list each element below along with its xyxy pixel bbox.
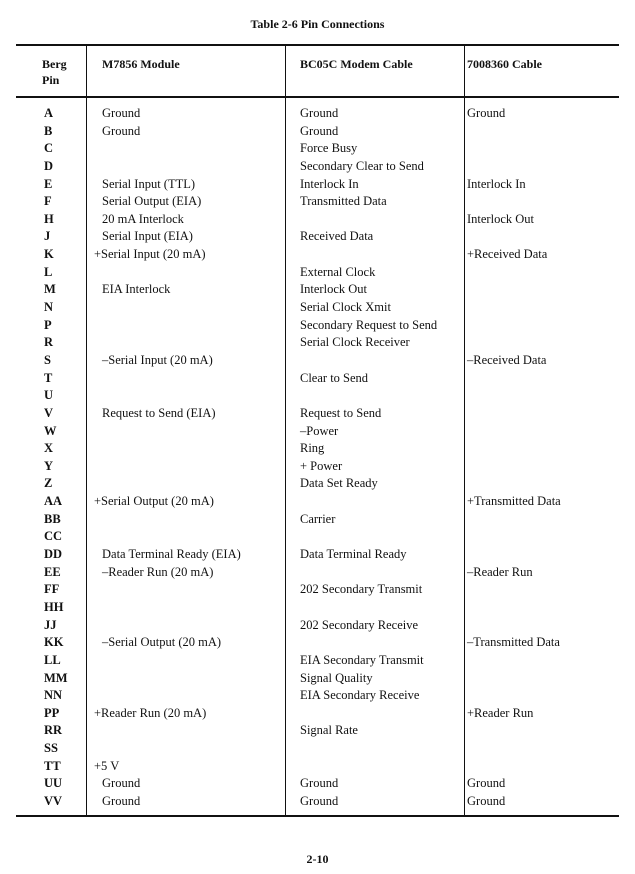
modem-cable-cell: External Clock xyxy=(300,264,376,279)
module-cell: EIA Interlock xyxy=(102,282,171,297)
table-row xyxy=(0,282,635,300)
pin-cell: V xyxy=(44,405,54,420)
modem-cable-cell: + Power xyxy=(300,458,343,473)
module-cell: Serial Output (EIA) xyxy=(102,194,202,209)
modem-cable-cell: Ring xyxy=(300,441,325,456)
cable-cell: –Received Data xyxy=(467,352,547,367)
cable-cell: Ground xyxy=(467,106,506,120)
pin-cell: DD xyxy=(44,547,63,562)
table-row xyxy=(0,547,635,565)
table-row xyxy=(0,353,635,371)
table-row xyxy=(0,229,635,247)
pin-cell: RR xyxy=(44,723,63,738)
module-cell: Ground xyxy=(102,123,141,138)
module-cell: 20 mA Interlock xyxy=(102,211,184,226)
modem-cable-cell: Interlock Out xyxy=(300,282,367,297)
header-bottom-rule xyxy=(16,96,619,98)
modem-cable-cell: Ground xyxy=(300,776,339,791)
pin-cell: UU xyxy=(44,776,63,791)
cable-cell: +Reader Run xyxy=(467,705,534,720)
modem-cable-cell: –Power xyxy=(300,423,339,438)
modem-cable-cell: Serial Clock Xmit xyxy=(300,300,391,315)
modem-cable-cell: 202 Secondary Receive xyxy=(300,617,419,632)
modem-cable-cell: Signal Quality xyxy=(300,670,373,685)
modem-cable-cell: Interlock In xyxy=(300,176,359,191)
module-cell: Request to Send (EIA) xyxy=(102,405,216,420)
pin-cell: T xyxy=(44,370,53,385)
table-row xyxy=(0,476,635,494)
pin-cell: M xyxy=(44,282,56,297)
pin-cell: J xyxy=(44,229,51,244)
table-row xyxy=(0,759,635,777)
pin-cell: HH xyxy=(44,599,64,614)
module-cell: –Reader Run (20 mA) xyxy=(102,564,214,579)
cable-cell: +Received Data xyxy=(467,247,548,262)
pin-cell: KK xyxy=(44,635,64,650)
table-row xyxy=(0,600,635,618)
page-number: 2-10 xyxy=(306,852,329,866)
pin-cell: CC xyxy=(44,529,63,544)
table-row xyxy=(0,265,635,283)
table-row xyxy=(0,106,635,124)
modem-cable-cell: Clear to Send xyxy=(300,370,369,385)
table-row xyxy=(0,671,635,689)
pin-cell: FF xyxy=(44,582,60,597)
modem-cable-cell: Signal Rate xyxy=(300,723,358,738)
pin-cell: Z xyxy=(44,476,53,491)
table-row xyxy=(0,247,635,265)
cable-cell: Ground xyxy=(467,776,506,791)
pin-cell: S xyxy=(44,352,51,367)
cable-cell: –Reader Run xyxy=(467,564,533,579)
pin-cell: VV xyxy=(44,793,63,808)
modem-cable-cell: Secondary Clear to Send xyxy=(300,158,424,173)
module-cell: Data Terminal Ready (EIA) xyxy=(102,547,241,562)
module-cell: +Serial Input (20 mA) xyxy=(94,247,206,262)
table-row xyxy=(0,159,635,177)
table-bottom-rule xyxy=(16,815,619,817)
pin-cell: JJ xyxy=(44,617,57,632)
table-row xyxy=(0,194,635,212)
pin-cell: B xyxy=(44,123,53,138)
pin-cell: C xyxy=(44,141,54,156)
header-7008360-cable: 7008360 Cable xyxy=(467,57,542,71)
modem-cable-cell: Received Data xyxy=(300,229,374,244)
module-cell: –Serial Input (20 mA) xyxy=(102,352,213,367)
pin-cell: H xyxy=(44,211,54,226)
pin-cell: EE xyxy=(44,564,61,579)
table-row xyxy=(0,441,635,459)
pin-table-body xyxy=(0,106,635,812)
modem-cable-cell: Transmitted Data xyxy=(300,194,387,209)
cable-cell: Interlock In xyxy=(467,176,526,191)
pin-cell: X xyxy=(44,441,54,456)
table-row xyxy=(0,618,635,636)
pin-cell: F xyxy=(44,194,52,209)
pin-cell: MM xyxy=(44,670,68,685)
pin-cell: NN xyxy=(44,688,63,703)
table-row xyxy=(0,529,635,547)
table-title: Table 2-6 Pin Connections xyxy=(250,17,385,31)
pin-cell: K xyxy=(44,247,54,262)
modem-cable-cell: Secondary Request to Send xyxy=(300,317,438,332)
table-row xyxy=(0,512,635,530)
header-module: M7856 Module xyxy=(102,57,180,71)
table-row xyxy=(0,565,635,583)
table-row xyxy=(0,300,635,318)
modem-cable-cell: Serial Clock Receiver xyxy=(300,335,410,350)
pin-cell: D xyxy=(44,158,54,173)
table-row xyxy=(0,706,635,724)
table-row xyxy=(0,371,635,389)
pin-cell: W xyxy=(44,423,57,438)
modem-cable-cell: Data Set Ready xyxy=(300,476,378,491)
modem-cable-cell: Ground xyxy=(300,793,339,808)
table-row xyxy=(0,741,635,759)
pin-cell: E xyxy=(44,176,53,191)
modem-cable-cell: Ground xyxy=(300,123,339,138)
module-cell: +5 V xyxy=(94,758,120,773)
table-row xyxy=(0,318,635,336)
pin-cell: L xyxy=(44,264,53,279)
cable-cell: –Transmitted Data xyxy=(467,635,560,650)
cable-cell: Interlock Out xyxy=(467,211,534,226)
module-cell: –Serial Output (20 mA) xyxy=(102,635,222,650)
pin-cell: SS xyxy=(44,741,58,756)
table-row xyxy=(0,776,635,794)
pin-cell: TT xyxy=(44,758,61,773)
modem-cable-cell: Ground xyxy=(300,106,339,120)
pin-cell: BB xyxy=(44,511,61,526)
module-cell: Ground xyxy=(102,793,141,808)
modem-cable-cell: Data Terminal Ready xyxy=(300,547,407,562)
module-cell: Serial Input (TTL) xyxy=(102,176,196,191)
table-row xyxy=(0,494,635,512)
modem-cable-cell: Request to Send xyxy=(300,405,382,420)
table-row xyxy=(0,335,635,353)
modem-cable-cell: 202 Secondary Transmit xyxy=(300,582,423,597)
pin-cell: U xyxy=(44,388,54,403)
cable-cell: +Transmitted Data xyxy=(467,494,561,509)
table-row xyxy=(0,723,635,741)
modem-cable-cell: Carrier xyxy=(300,511,336,526)
pin-cell: N xyxy=(44,300,54,315)
pin-cell: AA xyxy=(44,494,63,509)
header-pin-line1: Berg xyxy=(42,57,67,71)
table-row xyxy=(0,424,635,442)
module-cell: Ground xyxy=(102,776,141,791)
module-cell: +Serial Output (20 mA) xyxy=(94,494,214,509)
table-row xyxy=(0,212,635,230)
header-pin-line2: Pin xyxy=(42,73,60,87)
modem-cable-cell: EIA Secondary Transmit xyxy=(300,652,424,667)
table-row xyxy=(0,688,635,706)
module-cell: Serial Input (EIA) xyxy=(102,229,193,244)
table-row xyxy=(0,582,635,600)
table-top-rule xyxy=(16,44,619,46)
table-row xyxy=(0,406,635,424)
pin-cell: A xyxy=(44,106,54,120)
pin-cell: Y xyxy=(44,458,54,473)
modem-cable-cell: EIA Secondary Receive xyxy=(300,688,420,703)
header-pin xyxy=(42,56,67,88)
table-row xyxy=(0,653,635,671)
module-cell: +Reader Run (20 mA) xyxy=(94,705,207,720)
pin-cell: LL xyxy=(44,652,61,667)
table-row xyxy=(0,124,635,142)
header-modem-cable: BC05C Modem Cable xyxy=(300,57,413,71)
table-row xyxy=(0,141,635,159)
modem-cable-cell: Force Busy xyxy=(300,141,358,156)
table-row xyxy=(0,794,635,812)
module-cell: Ground xyxy=(102,106,141,120)
table-row xyxy=(0,459,635,477)
table-row xyxy=(0,177,635,195)
pin-cell: PP xyxy=(44,705,60,720)
table-row xyxy=(0,635,635,653)
table-row xyxy=(0,388,635,406)
pin-cell: P xyxy=(44,317,52,332)
pin-cell: R xyxy=(44,335,54,350)
cable-cell: Ground xyxy=(467,793,506,808)
